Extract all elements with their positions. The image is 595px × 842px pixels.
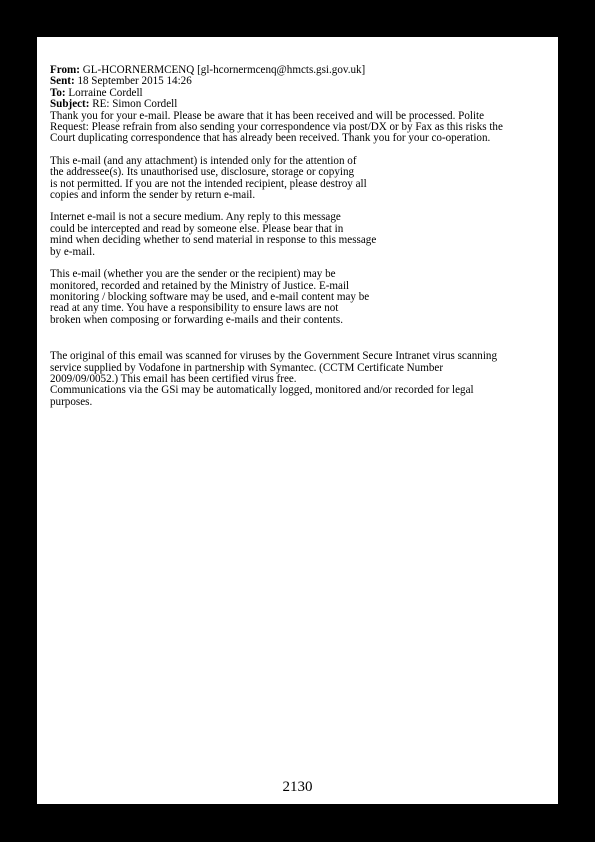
disclaimer-line: This e-mail (whether you are the sender or the recipient) may be — [50, 268, 336, 281]
disclaimer-security — [50, 212, 555, 258]
disclaimer-line: is not permitted. If you are not the intended recipient, please destroy all — [50, 177, 367, 190]
body-line: Request: Please refrain from also sending your correspondence via post/DX or by Fax as this risks the — [50, 121, 503, 134]
disclaimer-line: copies and inform the sender by return e-mail. — [50, 189, 256, 202]
to-label: To: — [50, 86, 66, 99]
disclaimer-line: Internet e-mail is not a secure medium. Any reply to this message — [50, 211, 341, 224]
disclaimer-line: broken when composing or forwarding e-mails and their contents. — [50, 313, 343, 326]
notice-line: 2009/09/0052.) This email has been certified virus free. — [50, 372, 297, 385]
document-page — [37, 37, 558, 804]
notice-line: purposes. — [50, 395, 93, 408]
body-line: Thank you for your e-mail. Please be aware that it has been received and will be processed. Polite — [50, 109, 485, 122]
disclaimer-attention — [50, 156, 555, 202]
sent-value: 18 September 2015 14:26 — [77, 75, 192, 88]
disclaimer-line: monitored, recorded and retained by the Ministry of Justice. E-mail — [50, 279, 350, 292]
sent-label: Sent: — [50, 75, 75, 88]
email-body — [50, 111, 555, 145]
page-number: 2130 — [282, 779, 313, 795]
virus-scan-notice — [50, 351, 555, 408]
subject-header — [50, 99, 555, 110]
disclaimer-line: monitoring / blocking software may be used, and e-mail content may be — [50, 290, 370, 303]
subject-label: Subject: — [50, 98, 90, 111]
disclaimer-line: read at any time. You have a responsibility to ensure laws are not — [50, 302, 339, 315]
disclaimer-line: by e-mail. — [50, 245, 95, 258]
disclaimer-line: mind when deciding whether to send material in response to this message — [50, 234, 377, 247]
notice-line: The original of this email was scanned for viruses by the Government Secure Intranet virus scanning — [50, 350, 498, 363]
disclaimer-line: could be intercepted and read by someone else. Please bear that in — [50, 222, 344, 235]
subject-value: RE: Simon Cordell — [92, 98, 178, 111]
body-line: Court duplicating correspondence that has already been received. Thank you for your co-operation. — [50, 132, 491, 145]
notice-line: service supplied by Vodafone in partnership with Symantec. (CCTM Certificate Number — [50, 361, 444, 374]
email-content — [50, 65, 555, 408]
disclaimer-monitoring — [50, 269, 555, 326]
notice-line: Communications via the GSi may be automatically logged, monitored and/or recorded for legal — [50, 384, 474, 397]
to-value: Lorraine Cordell — [68, 86, 143, 99]
disclaimer-line: the addressee(s). Its unauthorised use, disclosure, storage or copying — [50, 166, 355, 179]
disclaimer-line: This e-mail (and any attachment) is intended only for the attention of — [50, 154, 357, 167]
from-value: GL-HCORNERMCENQ [gl-hcornermcenq@hmcts.gsi.gov.uk] — [82, 64, 366, 76]
from-label: From: — [50, 64, 80, 76]
